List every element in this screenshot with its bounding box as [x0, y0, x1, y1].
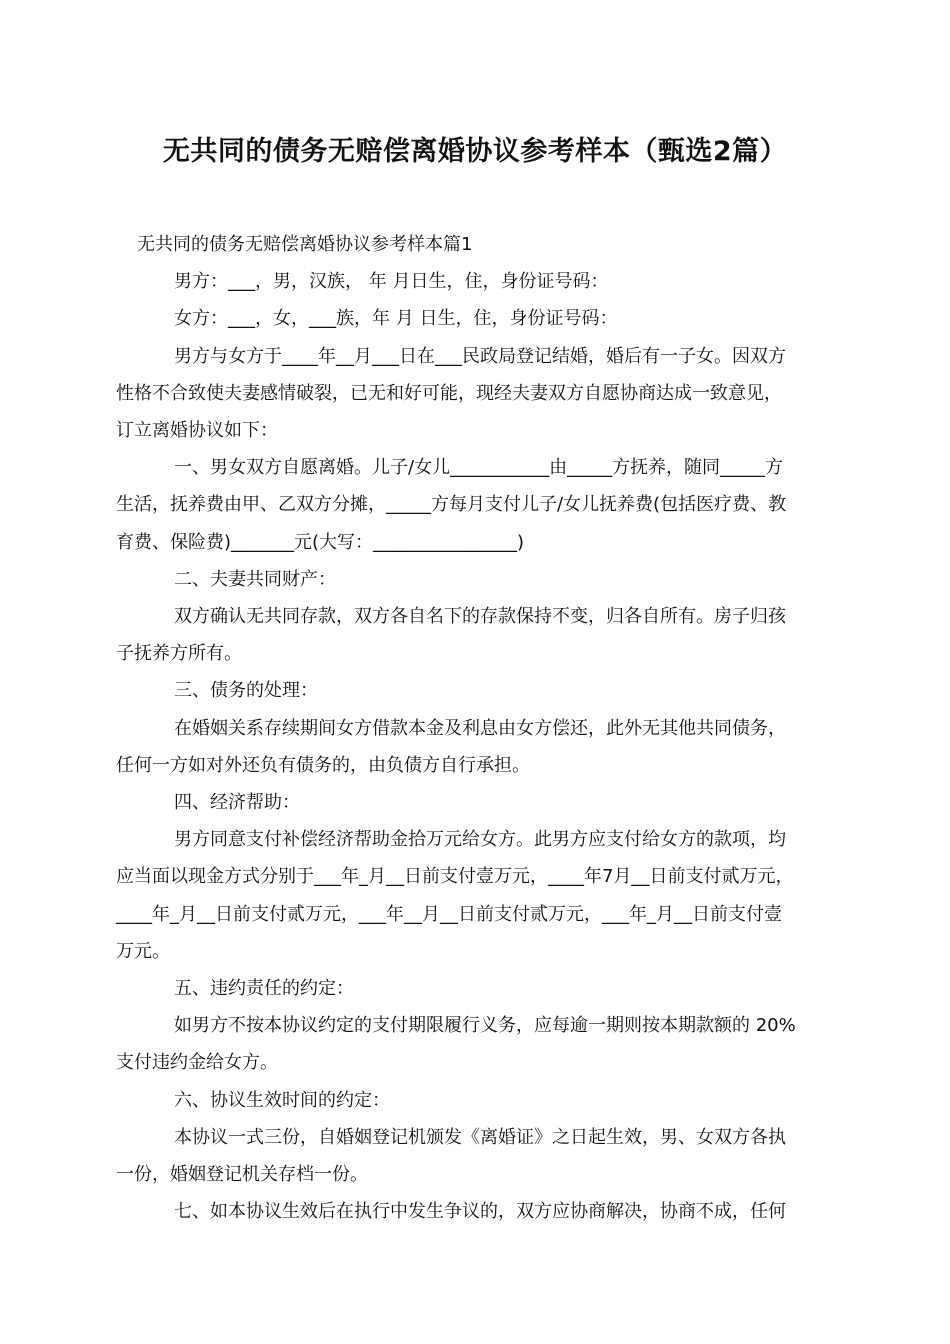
text-line: 男方同意支付补偿经济帮助金拾万元给女方。此男方应支付给女方的款项，均: [174, 829, 786, 851]
text-line: 男方：___，男，汉族， 年 月日生，住，身份证号码：: [174, 271, 609, 293]
text-line: 如男方不按本协议约定的支付期限履行义务，应每逾一期则按本期款额的 20%: [174, 1015, 796, 1037]
text-line: 支付违约金给女方。: [116, 1052, 278, 1074]
section-subtitle: 无共同的债务无赔偿离婚协议参考样本篇1: [137, 234, 473, 255]
text-line: 订立离婚协议如下：: [116, 420, 278, 442]
text-line: 任何一方如对外还负有债务的，由负债方自行承担。: [116, 754, 530, 776]
document-title: 无共同的债务无赔偿离婚协议参考样本（甄选2篇）: [162, 136, 788, 167]
text-line: 一份，婚姻登记机关存档一份。: [116, 1164, 368, 1186]
text-line: 二、夫妻共同财产：: [174, 568, 336, 590]
document-body: [116, 226, 840, 1230]
text-line: 性格不合致使夫妻感情破裂，已无和好可能，现经夫妻双方自愿协商达成一致意见，: [116, 382, 782, 404]
text-line: ____年_月__日前支付贰万元，___年__月__日前支付贰万元，___年_月__日前支付壹: [116, 903, 782, 925]
text-line: 女方：___，女，___族，年 月 日生，住，身份证号码：: [174, 308, 618, 330]
text-line: 在婚姻关系存续期间女方借款本金及利息由女方偿还，此外无其他共同债务，: [174, 717, 786, 739]
text-line: 四、经济帮助：: [174, 792, 300, 814]
text-line: 育费、保险费)_______元(大写：________________): [116, 531, 525, 553]
text-line: 本协议一式三份，自婚姻登记机颁发《离婚证》之日起生效，男、女双方各执: [174, 1126, 786, 1148]
text-line: 男方与女方于____年__月___日在___民政局登记结婚，婚后有一子女。因双方: [174, 345, 786, 367]
text-line: 三、债务的处理：: [174, 680, 318, 702]
text-line: 七、如本协议生效后在执行中发生争议的，双方应协商解决，协商不成，任何: [174, 1201, 786, 1223]
text-line: 五、违约责任的约定：: [174, 978, 354, 1000]
text-line: 六、协议生效时间的约定：: [174, 1089, 390, 1111]
text-line: 子抚养方所有。: [116, 643, 242, 665]
text-line: 应当面以现金方式分别于___年_月__日前支付壹万元，____年7月__日前支付贰万元，: [116, 866, 794, 888]
text-line: 双方确认无共同存款，双方各自名下的存款保持不变，归各自所有。房子归孩: [174, 606, 786, 628]
text-line: 生活，抚养费由甲、乙双方分摊，_____方每月支付儿子/女儿抚养费(包括医疗费、教: [116, 494, 787, 516]
text-line: 万元。: [116, 940, 170, 962]
text-line: 一、男女双方自愿离婚。儿子/女儿___________由_____方抚养，随同_____方: [174, 457, 784, 479]
